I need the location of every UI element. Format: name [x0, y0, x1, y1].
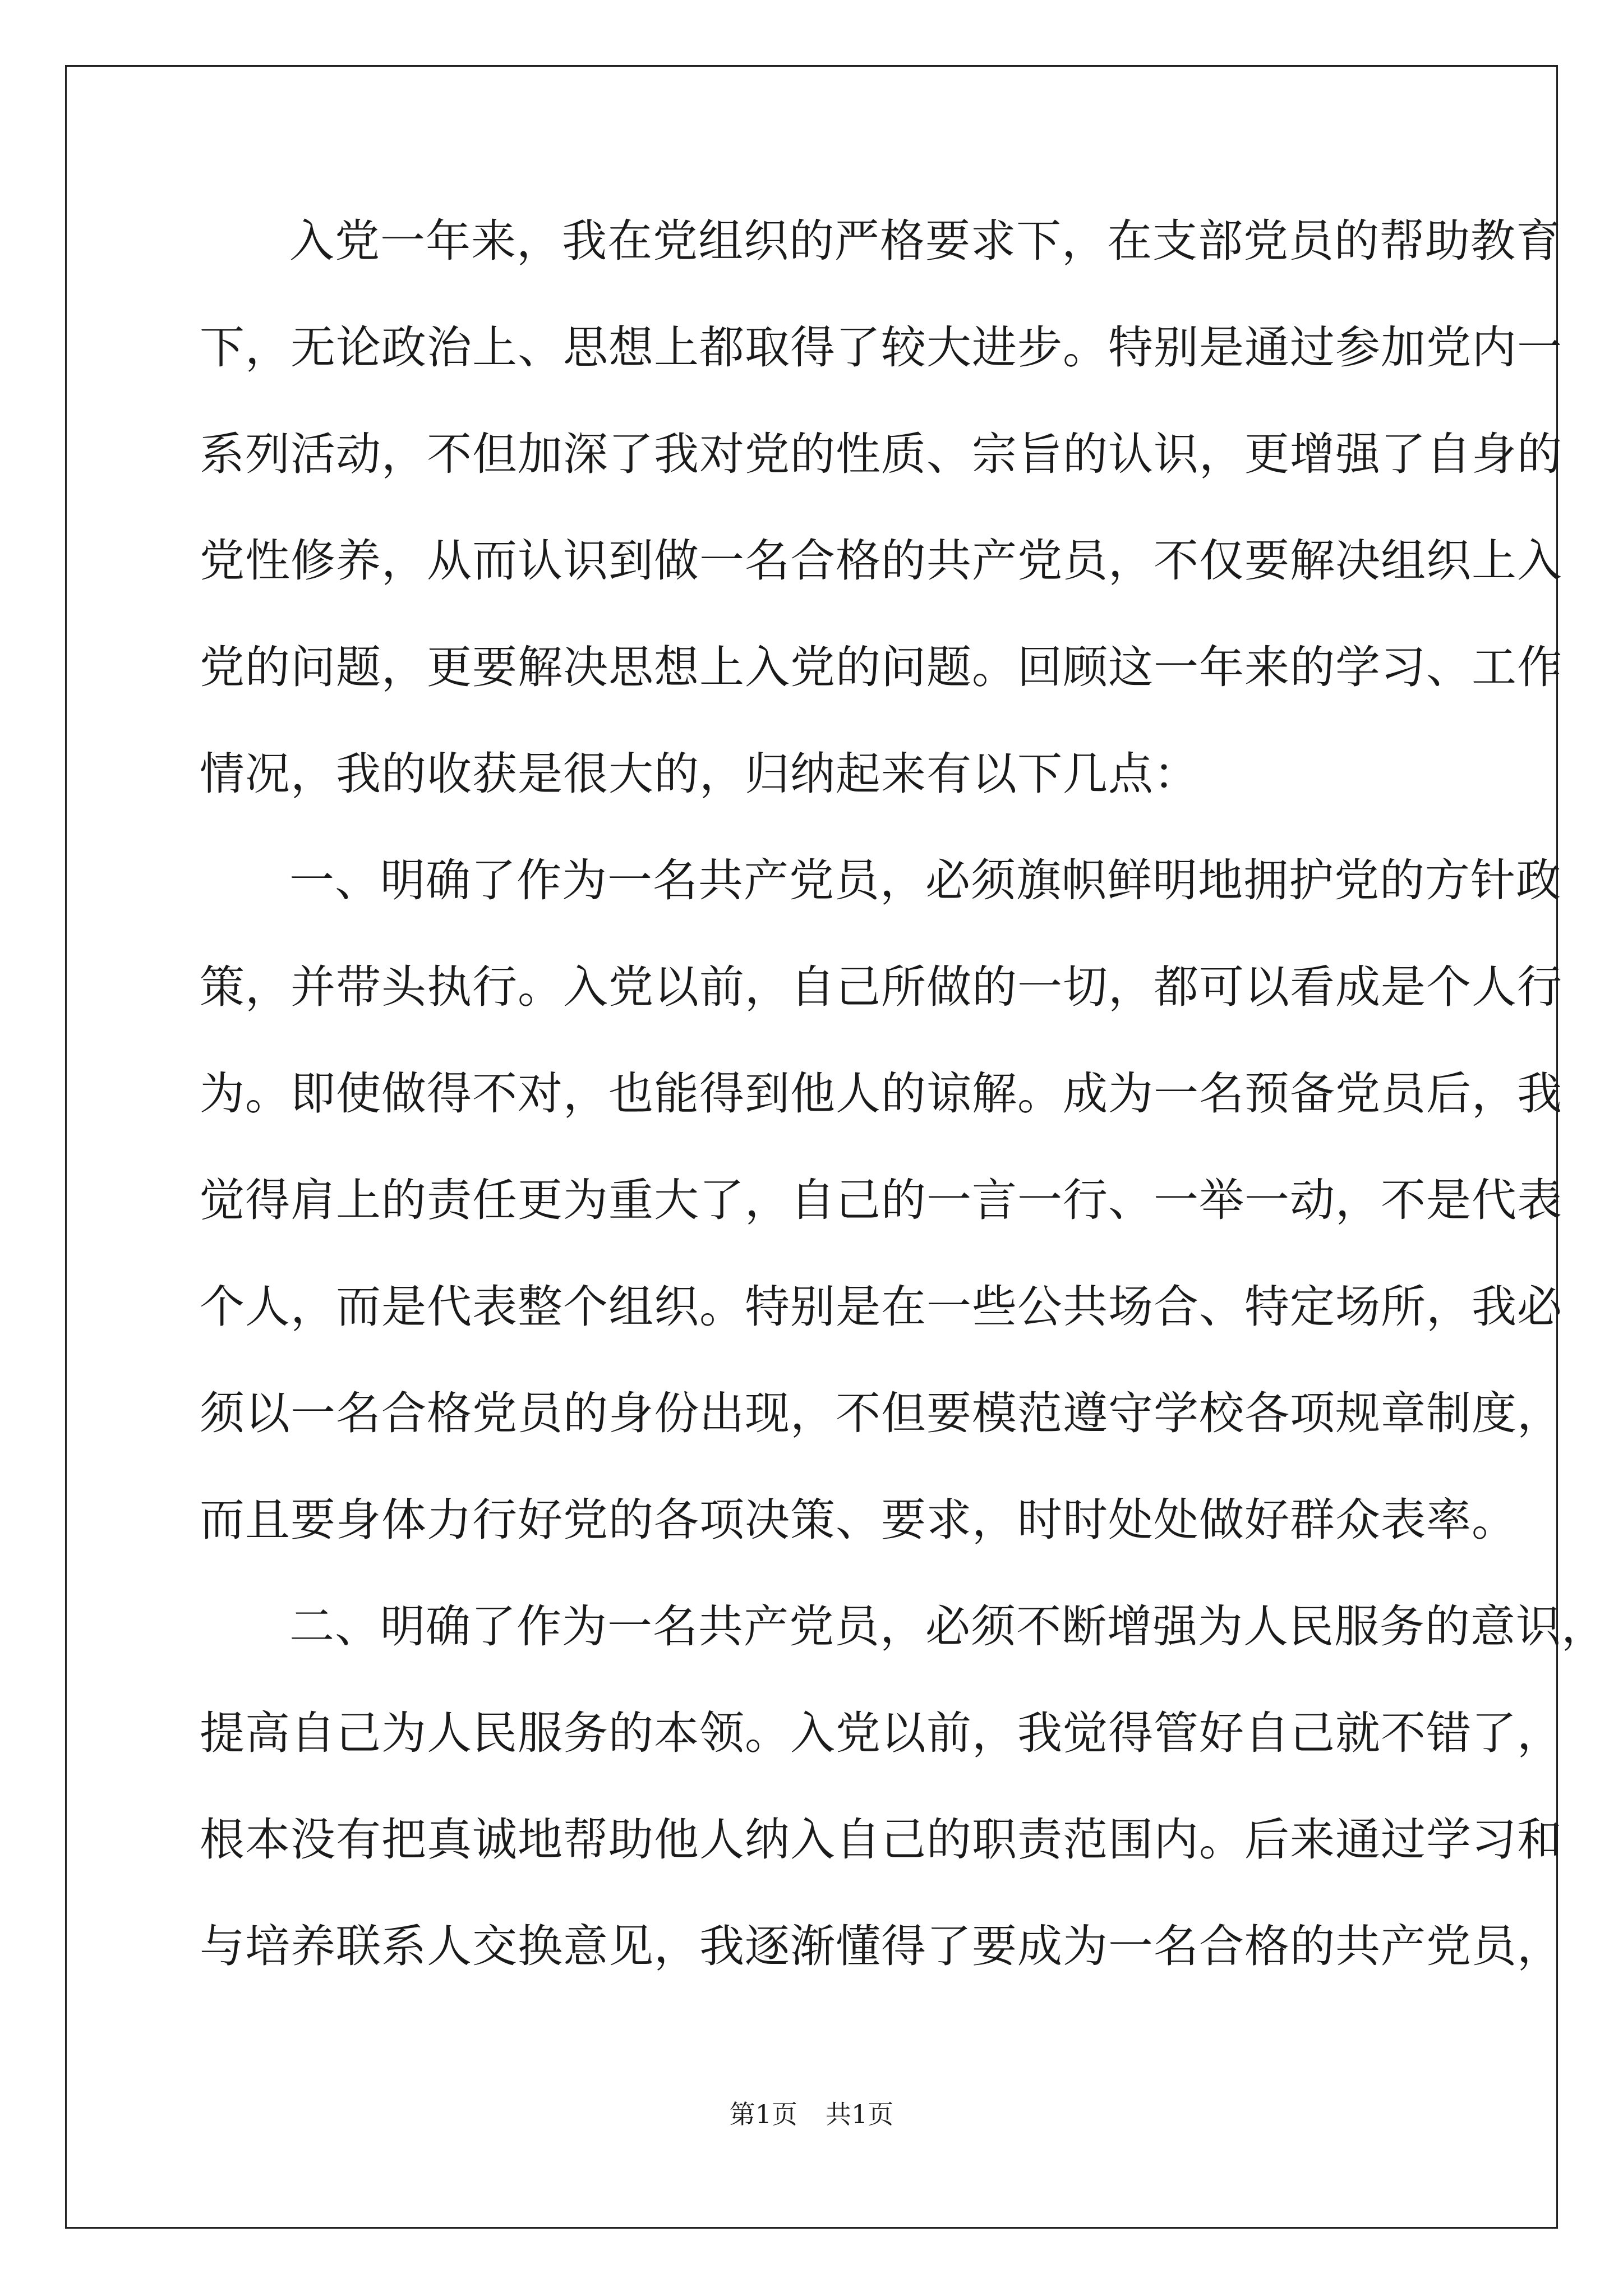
page-number: 第1页: [729, 2099, 797, 2129]
paragraph-3: [200, 1600, 1607, 2033]
text-line: 一、明确了作为一名共产党员，必须旗帜鲜明地拥护党的方针政: [289, 854, 1561, 907]
paragraph-2: [200, 854, 1562, 1607]
page-footer: [0, 2099, 1623, 2130]
text-line: 党性修养，从而认识到做一名合格的共产党员，不仅要解决组织上入: [200, 535, 1562, 587]
text-line: 策，并带头执行。入党以前，自己所做的一切，都可以看成是个人行: [200, 961, 1562, 1013]
text-line: 而且要身体力行好党的各项决策、要求，时时处处做好群众表率。: [200, 1494, 1517, 1546]
text-line: 情况，我的收获是很大的，归纳起来有以下几点：: [200, 748, 1199, 800]
text-line: 二、明确了作为一名共产党员，必须不断增强为人民服务的意识，: [289, 1600, 1607, 1653]
text-line: 觉得肩上的责任更为重大了，自己的一言一行、一举一动，不是代表: [200, 1174, 1562, 1226]
text-line: 须以一名合格党员的身份出现，不但要模范遵守学校各项规章制度，: [200, 1387, 1562, 1439]
text-line: 为。即使做得不对，也能得到他人的谅解。成为一名预备党员后，我: [200, 1068, 1562, 1120]
text-line: 下，无论政治上、思想上都取得了较大进步。特别是通过参加党内一: [200, 321, 1562, 374]
text-line: 与培养联系人交换意见，我逐渐懂得了要成为一名合格的共产党员，: [200, 1920, 1562, 1972]
paragraph-1: [200, 215, 1562, 861]
text-line: 根本没有把真诚地帮助他人纳入自己的职责范围内。后来通过学习和: [200, 1814, 1562, 1866]
text-line: 入党一年来，我在党组织的严格要求下，在支部党员的帮助教育: [289, 215, 1561, 267]
page-total: 共1页: [826, 2099, 894, 2129]
document-body: [200, 215, 1607, 2033]
text-line: 提高自己为人民服务的本领。入党以前，我觉得管好自己就不错了，: [200, 1707, 1562, 1759]
text-line: 党的问题，更要解决思想上入党的问题。回顾这一年来的学习、工作: [200, 641, 1562, 693]
text-line: 系列活动，不但加深了我对党的性质、宗旨的认识，更增强了自身的: [200, 428, 1562, 480]
text-line: 个人，而是代表整个组织。特别是在一些公共场合、特定场所，我必: [200, 1281, 1562, 1333]
